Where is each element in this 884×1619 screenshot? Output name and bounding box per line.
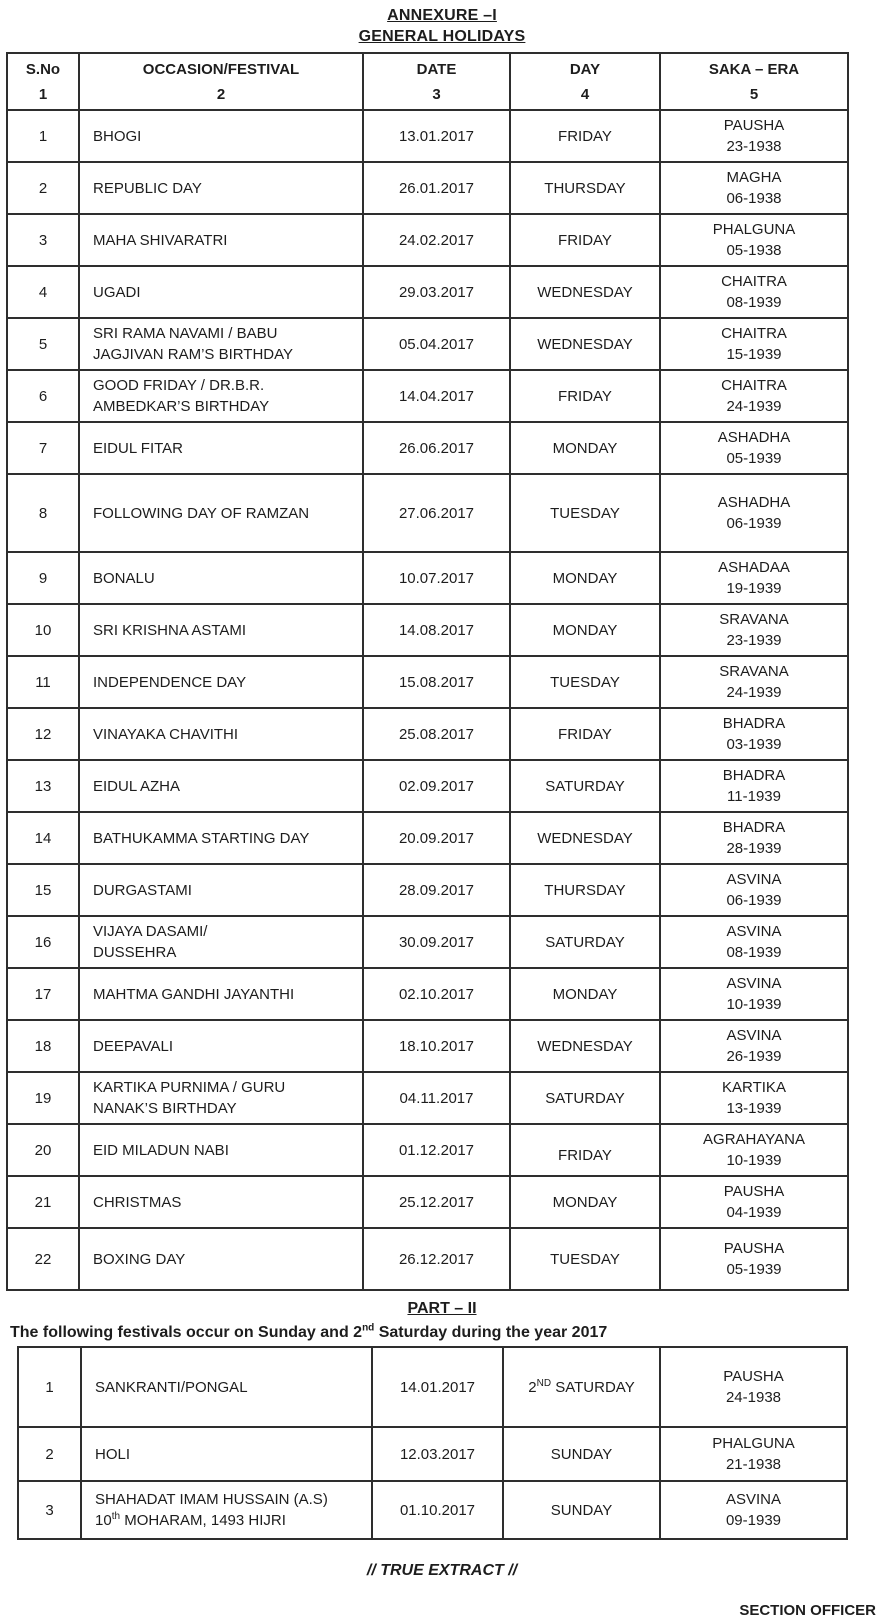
cell-occasion: BONALU xyxy=(79,552,363,604)
saka-month: ASVINA xyxy=(726,871,782,888)
header-sno-label: S.No xyxy=(25,60,61,78)
cell-day: FRIDAY xyxy=(510,110,660,162)
cell-date: 13.01.2017 xyxy=(363,110,510,162)
saka-number: 08-1939 xyxy=(726,944,782,961)
cell-serial-number: 4 xyxy=(7,266,79,318)
holiday-row xyxy=(7,708,848,760)
saka-month: CHAITRA xyxy=(721,325,787,342)
cell-day: SATURDAY xyxy=(510,916,660,968)
saka-month: AGRAHAYANA xyxy=(703,1131,805,1148)
cell-day: 2ND SATURDAY xyxy=(503,1347,660,1427)
festival-row xyxy=(18,1347,847,1427)
cell-saka-era xyxy=(660,1481,847,1539)
cell-occasion: GOOD FRIDAY / DR.B.R. AMBEDKAR’S BIRTHDAY xyxy=(79,370,363,422)
cell-day: FRIDAY xyxy=(510,708,660,760)
cell-occasion: SRI RAMA NAVAMI / BABU JAGJIVAN RAM’S BIRTHDAY xyxy=(79,318,363,370)
holiday-row xyxy=(7,656,848,708)
cell-day: MONDAY xyxy=(510,1176,660,1228)
saka-number: 06-1939 xyxy=(726,515,782,532)
holiday-row xyxy=(7,474,848,552)
header-day-label: DAY xyxy=(569,60,601,78)
table-header xyxy=(7,53,848,110)
cell-occasion: MAHTMA GANDHI JAYANTHI xyxy=(79,968,363,1020)
cell-date: 18.10.2017 xyxy=(363,1020,510,1072)
cell-date: 14.04.2017 xyxy=(363,370,510,422)
cell-day: MONDAY xyxy=(510,604,660,656)
holiday-row xyxy=(7,760,848,812)
saka-number: 05-1938 xyxy=(726,242,782,259)
saka-month: ASHADHA xyxy=(717,429,791,446)
cell-serial-number: 17 xyxy=(7,968,79,1020)
cell-saka-era xyxy=(660,474,848,552)
saka-month: CHAITRA xyxy=(721,273,787,290)
cell-saka-era xyxy=(660,604,848,656)
cell-serial-number: 16 xyxy=(7,916,79,968)
cell-date: 15.08.2017 xyxy=(363,656,510,708)
header-row xyxy=(7,53,848,110)
saka-month: BHADRA xyxy=(722,767,786,784)
header-occasion xyxy=(79,53,363,110)
cell-serial-number: 18 xyxy=(7,1020,79,1072)
holiday-row xyxy=(7,422,848,474)
cell-occasion: REPUBLIC DAY xyxy=(79,162,363,214)
header-saka-era-num: 5 xyxy=(749,85,759,103)
cell-date: 02.10.2017 xyxy=(363,968,510,1020)
saka-month: PHALGUNA xyxy=(712,1435,795,1452)
saka-number: 13-1939 xyxy=(726,1100,782,1117)
part2-heading: PART – II xyxy=(407,1300,477,1317)
table-body xyxy=(7,110,848,1290)
cell-saka-era xyxy=(660,266,848,318)
cell-serial-number: 3 xyxy=(7,214,79,266)
saka-number: 28-1939 xyxy=(726,840,782,857)
saka-month: KARTIKA xyxy=(722,1079,786,1096)
cell-saka-era xyxy=(660,708,848,760)
cell-saka-era xyxy=(660,370,848,422)
saka-month: ASHADAA xyxy=(718,559,790,576)
cell-day: THURSDAY xyxy=(510,162,660,214)
header-day xyxy=(510,53,660,110)
cell-occasion: EIDUL FITAR xyxy=(79,422,363,474)
cell-occasion: BHOGI xyxy=(79,110,363,162)
cell-occasion: FOLLOWING DAY OF RAMZAN xyxy=(79,474,363,552)
cell-occasion: EID MILADUN NABI xyxy=(79,1124,363,1176)
cell-day: MONDAY xyxy=(510,422,660,474)
cell-saka-era xyxy=(660,1124,848,1176)
saka-number: 06-1938 xyxy=(726,190,782,207)
header-sno-num: 1 xyxy=(38,85,48,103)
saka-number: 03-1939 xyxy=(726,736,782,753)
cell-date: 05.04.2017 xyxy=(363,318,510,370)
cell-serial-number: 6 xyxy=(7,370,79,422)
cell-serial-number: 11 xyxy=(7,656,79,708)
cell-serial-number: 5 xyxy=(7,318,79,370)
cell-saka-era xyxy=(660,812,848,864)
saka-number: 19-1939 xyxy=(726,580,782,597)
saka-number: 23-1939 xyxy=(726,632,782,649)
part2-festivals-table xyxy=(17,1346,848,1540)
saka-month: ASVINA xyxy=(726,1027,782,1044)
cell-saka-era xyxy=(660,162,848,214)
cell-serial-number: 7 xyxy=(7,422,79,474)
general-holidays-table xyxy=(6,52,849,1291)
holiday-row xyxy=(7,1176,848,1228)
cell-serial-number: 19 xyxy=(7,1072,79,1124)
holiday-row xyxy=(7,1072,848,1124)
cell-date: 14.08.2017 xyxy=(363,604,510,656)
cell-day: SATURDAY xyxy=(510,1072,660,1124)
holiday-row xyxy=(7,812,848,864)
saka-number: 05-1939 xyxy=(726,1261,782,1278)
header-occasion-label: OCCASION/FESTIVAL xyxy=(142,60,300,78)
cell-date: 10.07.2017 xyxy=(363,552,510,604)
saka-month: BHADRA xyxy=(722,819,786,836)
header-occasion-num: 2 xyxy=(216,85,226,103)
cell-occasion: VINAYAKA CHAVITHI xyxy=(79,708,363,760)
cell-day: WEDNESDAY xyxy=(510,318,660,370)
header-date xyxy=(363,53,510,110)
cell-day: FRIDAY xyxy=(510,1124,660,1176)
cell-saka-era xyxy=(660,214,848,266)
holiday-row xyxy=(7,1228,848,1290)
cell-date: 24.02.2017 xyxy=(363,214,510,266)
cell-day: SUNDAY xyxy=(503,1481,660,1539)
cell-saka-era xyxy=(660,1176,848,1228)
cell-date: 27.06.2017 xyxy=(363,474,510,552)
cell-saka-era xyxy=(660,760,848,812)
header-day-num: 4 xyxy=(580,85,590,103)
cell-occasion: SANKRANTI/PONGAL xyxy=(81,1347,372,1427)
saka-number: 15-1939 xyxy=(726,346,782,363)
cell-serial-number: 20 xyxy=(7,1124,79,1176)
cell-day: SUNDAY xyxy=(503,1427,660,1481)
cell-saka-era xyxy=(660,1072,848,1124)
cell-date: 02.09.2017 xyxy=(363,760,510,812)
cell-date: 04.11.2017 xyxy=(363,1072,510,1124)
holiday-row xyxy=(7,318,848,370)
cell-occasion: UGADI xyxy=(79,266,363,318)
cell-saka-era xyxy=(660,552,848,604)
holiday-row xyxy=(7,864,848,916)
cell-serial-number: 2 xyxy=(7,162,79,214)
part2-intro-text: The following festivals occur on Sunday and 2nd Saturday during the year 2017 xyxy=(10,1322,608,1341)
saka-month: SRAVANA xyxy=(719,663,789,680)
header-saka-era xyxy=(660,53,848,110)
cell-date: 14.01.2017 xyxy=(372,1347,503,1427)
cell-day: MONDAY xyxy=(510,552,660,604)
cell-day: WEDNESDAY xyxy=(510,266,660,318)
holiday-row xyxy=(7,1124,848,1176)
holiday-row xyxy=(7,266,848,318)
cell-occasion: INDEPENDENCE DAY xyxy=(79,656,363,708)
cell-saka-era xyxy=(660,110,848,162)
saka-month: BHADRA xyxy=(722,715,786,732)
saka-month: ASVINA xyxy=(726,923,782,940)
cell-occasion: BATHUKAMMA STARTING DAY xyxy=(79,812,363,864)
holiday-row xyxy=(7,552,848,604)
cell-occasion: DEEPAVALI xyxy=(79,1020,363,1072)
cell-saka-era xyxy=(660,968,848,1020)
cell-occasion: MAHA SHIVARATRI xyxy=(79,214,363,266)
cell-day: WEDNESDAY xyxy=(510,812,660,864)
cell-day: MONDAY xyxy=(510,968,660,1020)
cell-day: WEDNESDAY xyxy=(510,1020,660,1072)
cell-occasion: EIDUL AZHA xyxy=(79,760,363,812)
part2-table-body xyxy=(18,1347,847,1539)
festival-row xyxy=(18,1481,847,1539)
holiday-row xyxy=(7,1020,848,1072)
saka-month: PHALGUNA xyxy=(712,221,796,238)
saka-month: ASVINA xyxy=(726,975,782,992)
saka-number: 11-1939 xyxy=(727,788,781,805)
cell-saka-era xyxy=(660,656,848,708)
saka-number: 10-1939 xyxy=(726,996,782,1013)
saka-number: 04-1939 xyxy=(726,1204,782,1221)
cell-date: 01.12.2017 xyxy=(363,1124,510,1176)
cell-day: TUESDAY xyxy=(510,1228,660,1290)
header-date-num: 3 xyxy=(432,85,441,103)
cell-occasion: HOLI xyxy=(81,1427,372,1481)
saka-month: ASHADHA xyxy=(717,494,791,511)
cell-date: 20.09.2017 xyxy=(363,812,510,864)
cell-day: SATURDAY xyxy=(510,760,660,812)
cell-serial-number: 14 xyxy=(7,812,79,864)
cell-serial-number: 22 xyxy=(7,1228,79,1290)
cell-occasion: SRI KRISHNA ASTAMI xyxy=(79,604,363,656)
cell-day: TUESDAY xyxy=(510,656,660,708)
cell-saka-era xyxy=(660,1427,847,1481)
saka-number: 24-1939 xyxy=(726,398,782,415)
cell-date: 25.08.2017 xyxy=(363,708,510,760)
cell-day: FRIDAY xyxy=(510,214,660,266)
cell-serial-number: 2 xyxy=(18,1427,81,1481)
annexure-title: ANNEXURE –I xyxy=(387,7,497,24)
saka-number: 24-1938 xyxy=(725,1389,782,1406)
cell-occasion: KARTIKA PURNIMA / GURU NANAK’S BIRTHDAY xyxy=(79,1072,363,1124)
holiday-row xyxy=(7,916,848,968)
cell-occasion: BOXING DAY xyxy=(79,1228,363,1290)
true-extract-text: // TRUE EXTRACT // xyxy=(366,1562,518,1579)
saka-month: PAUSHA xyxy=(723,1183,785,1200)
saka-month: MAGHA xyxy=(726,169,782,186)
cell-serial-number: 13 xyxy=(7,760,79,812)
cell-date: 01.10.2017 xyxy=(372,1481,503,1539)
section-officer-text: SECTION OFFICER xyxy=(739,1602,876,1619)
holiday-row xyxy=(7,604,848,656)
header-date-label: DATE xyxy=(416,60,457,78)
saka-month: SRAVANA xyxy=(719,611,789,628)
saka-month: PAUSHA xyxy=(723,1240,785,1257)
cell-occasion: CHRISTMAS xyxy=(79,1176,363,1228)
cell-serial-number: 3 xyxy=(18,1481,81,1539)
saka-number: 21-1938 xyxy=(725,1456,782,1473)
header-saka-era-label: SAKA – ERA xyxy=(708,60,800,78)
header-sno xyxy=(7,53,79,110)
saka-number: 08-1939 xyxy=(726,294,782,311)
saka-number: 06-1939 xyxy=(726,892,782,909)
cell-serial-number: 1 xyxy=(18,1347,81,1427)
general-holidays-subtitle: GENERAL HOLIDAYS xyxy=(358,28,526,45)
cell-date: 26.06.2017 xyxy=(363,422,510,474)
cell-saka-era xyxy=(660,1347,847,1427)
cell-occasion: VIJAYA DASAMI/ DUSSEHRA xyxy=(79,916,363,968)
cell-occasion: DURGASTAMI xyxy=(79,864,363,916)
cell-date: 28.09.2017 xyxy=(363,864,510,916)
holiday-row xyxy=(7,110,848,162)
saka-month: PAUSHA xyxy=(723,117,785,134)
saka-number: 26-1939 xyxy=(726,1048,782,1065)
document-title-block xyxy=(0,0,884,47)
cell-saka-era xyxy=(660,318,848,370)
cell-serial-number: 15 xyxy=(7,864,79,916)
holiday-row xyxy=(7,214,848,266)
cell-date: 29.03.2017 xyxy=(363,266,510,318)
cell-serial-number: 1 xyxy=(7,110,79,162)
cell-saka-era xyxy=(660,916,848,968)
cell-day: TUESDAY xyxy=(510,474,660,552)
cell-serial-number: 9 xyxy=(7,552,79,604)
cell-serial-number: 12 xyxy=(7,708,79,760)
holiday-row xyxy=(7,370,848,422)
saka-number: 09-1939 xyxy=(725,1512,782,1529)
saka-number: 05-1939 xyxy=(726,450,782,467)
cell-day: THURSDAY xyxy=(510,864,660,916)
cell-date: 26.12.2017 xyxy=(363,1228,510,1290)
cell-serial-number: 21 xyxy=(7,1176,79,1228)
saka-month: CHAITRA xyxy=(721,377,787,394)
saka-number: 23-1938 xyxy=(726,138,782,155)
festival-row xyxy=(18,1427,847,1481)
cell-saka-era xyxy=(660,864,848,916)
cell-date: 26.01.2017 xyxy=(363,162,510,214)
cell-day: FRIDAY xyxy=(510,370,660,422)
cell-saka-era xyxy=(660,1228,848,1290)
holiday-row xyxy=(7,968,848,1020)
cell-date: 12.03.2017 xyxy=(372,1427,503,1481)
holiday-row xyxy=(7,162,848,214)
cell-serial-number: 10 xyxy=(7,604,79,656)
cell-date: 25.12.2017 xyxy=(363,1176,510,1228)
cell-saka-era xyxy=(660,422,848,474)
saka-month: PAUSHA xyxy=(723,1368,784,1385)
cell-date: 30.09.2017 xyxy=(363,916,510,968)
saka-number: 10-1939 xyxy=(726,1152,782,1169)
saka-number: 24-1939 xyxy=(726,684,782,701)
cell-occasion: SHAHADAT IMAM HUSSAIN (A.S) 10th MOHARAM, 1493 HIJRI xyxy=(81,1481,372,1539)
cell-serial-number: 8 xyxy=(7,474,79,552)
cell-saka-era xyxy=(660,1020,848,1072)
saka-month: ASVINA xyxy=(725,1491,782,1508)
